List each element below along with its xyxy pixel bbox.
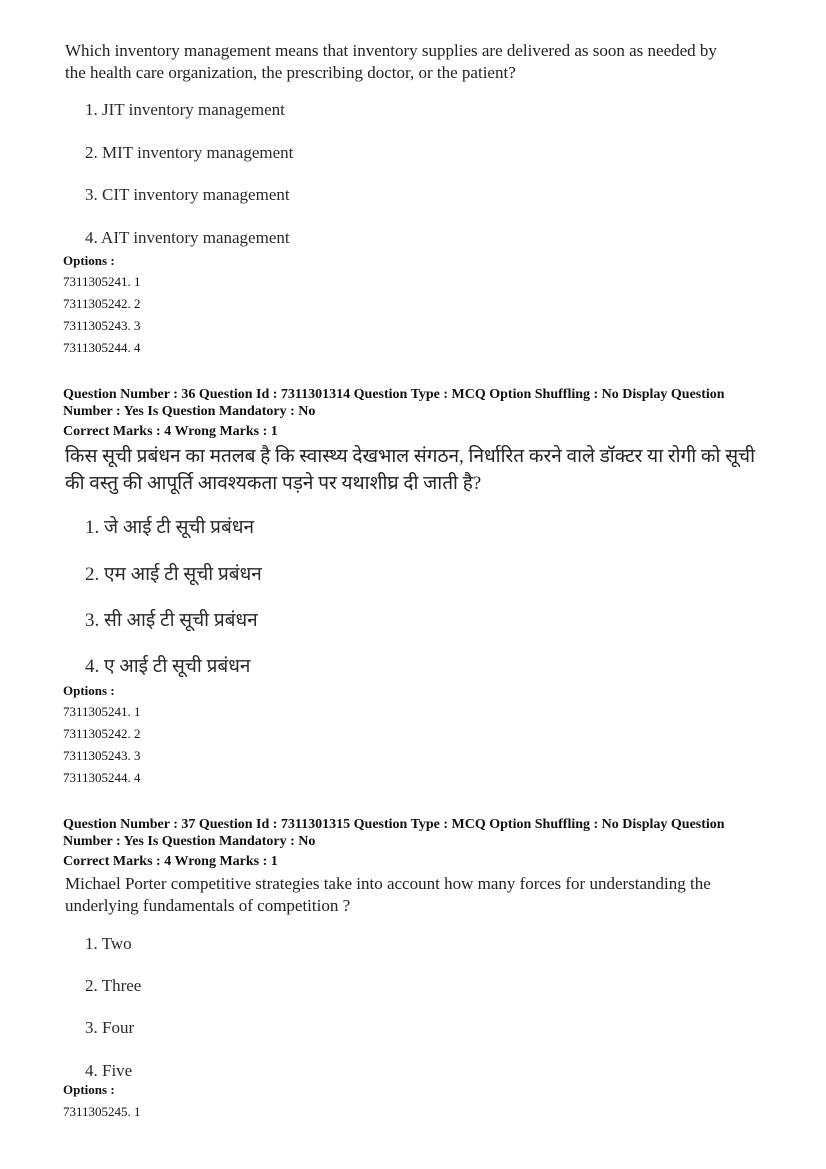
question-text-line: underlying fundamentals of competition ? [65,896,351,915]
options-label: Options : [63,683,115,698]
option-id: 7311305241. 1 [63,704,141,719]
option-id: 7311305242. 2 [63,726,141,741]
option-id: 7311305243. 3 [63,748,141,763]
answer-choice: 4. ए आई टी सूची प्रबंधन [85,656,251,677]
answer-choice: 1. Two [85,934,132,953]
answer-choice: 1. जे आई टी सूची प्रबंधन [85,517,255,538]
answer-choice: 4. Five [85,1061,133,1080]
answer-choice: 3. सी आई टी सूची प्रबंधन [85,610,258,631]
answer-choice: 3. Four [85,1018,135,1037]
question-meta-line: Number : Yes Is Question Mandatory : No [63,404,316,419]
marks-line: Correct Marks : 4 Wrong Marks : 1 [63,854,278,869]
option-id: 7311305243. 3 [63,318,141,333]
options-label: Options : [63,1082,115,1097]
option-id: 7311305244. 4 [63,340,141,355]
option-id: 7311305242. 2 [63,296,141,311]
option-id: 7311305241. 1 [63,274,141,289]
marks-line: Correct Marks : 4 Wrong Marks : 1 [63,424,278,439]
question-meta-line: Number : Yes Is Question Mandatory : No [63,834,316,849]
option-id: 7311305244. 4 [63,770,141,785]
option-id: 7311305245. 1 [63,1104,141,1119]
answer-choice: 3. CIT inventory management [85,185,290,204]
question-meta-line: Question Number : 36 Question Id : 7311301314 Question Type : MCQ Option Shuffling : No Display Question [63,387,725,402]
question-text-line: the health care organization, the prescribing doctor, or the patient? [65,63,516,82]
question-meta-line: Question Number : 37 Question Id : 7311301315 Question Type : MCQ Option Shuffling : No Display Question [63,817,725,832]
question-text-line: Michael Porter competitive strategies take into account how many forces for understanding the [65,874,711,893]
answer-choice: 2. एम आई टी सूची प्रबंधन [85,564,262,585]
question-text-line: की वस्तु की आपूर्ति आवश्यकता पड़ने पर यथाशीघ्र दी जाती है? [65,473,482,494]
answer-choice: 2. Three [85,976,142,995]
question-text-line: Which inventory management means that inventory supplies are delivered as soon as needed by [65,41,717,60]
question-text-line: किस सूची प्रबंधन का मतलब है कि स्वास्थ्य देखभाल संगठन, निर्धारित करने वाले डॉक्टर या रोगी को सूची [65,446,756,467]
answer-choice: 4. AIT inventory management [85,228,290,247]
answer-choice: 2. MIT inventory management [85,143,294,162]
options-label: Options : [63,253,115,268]
answer-choice: 1. JIT inventory management [85,100,285,119]
